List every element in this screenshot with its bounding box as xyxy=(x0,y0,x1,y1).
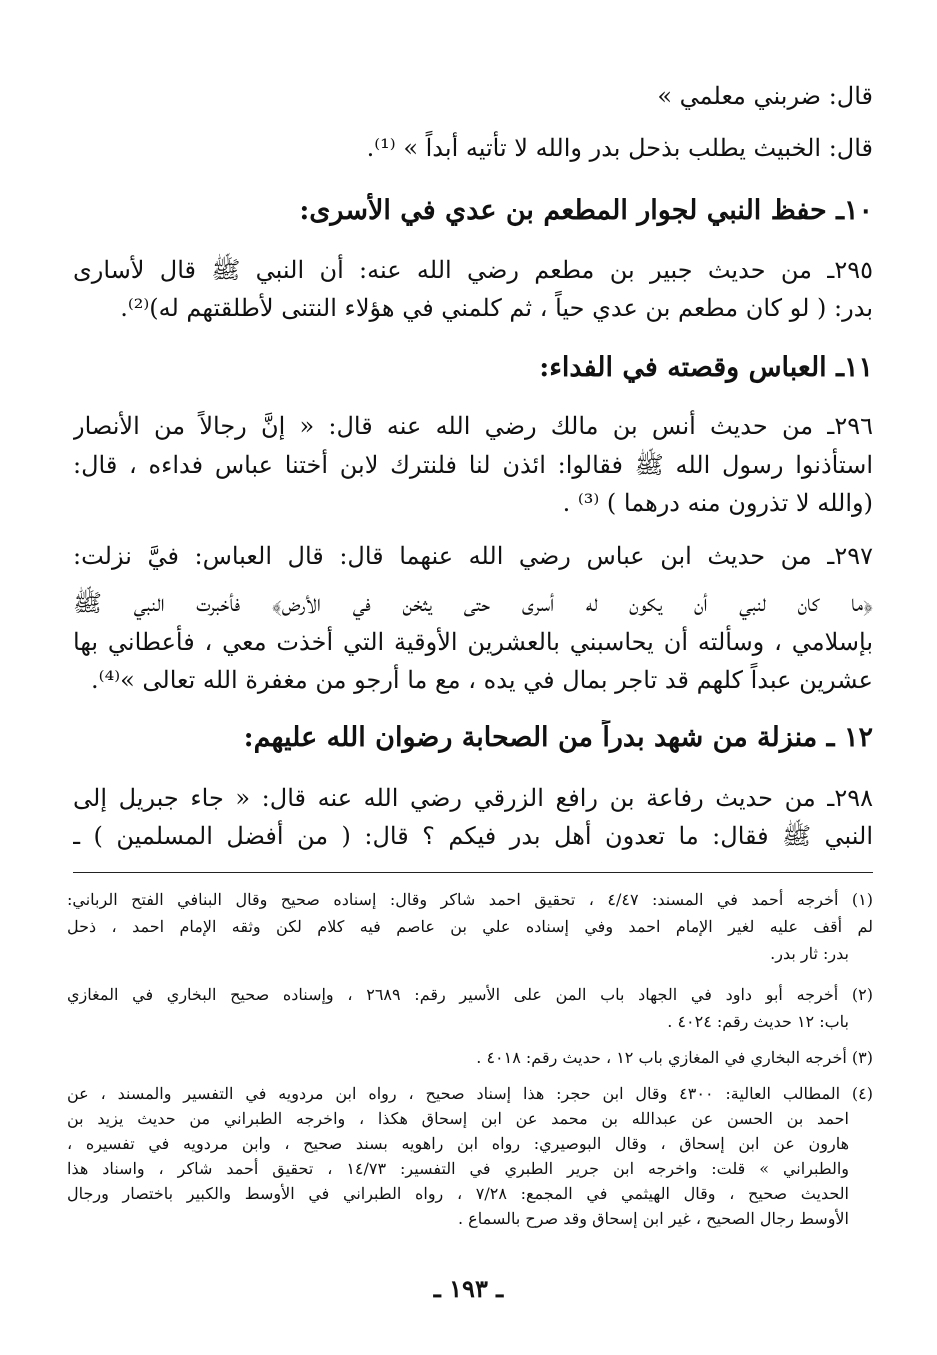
footnote-line: احمد بن الحسن عن عبدالله بن محمد عن ابن إسحاق هكذا ، واخرجه الطبراني من حديث يزيد بن xyxy=(67,1109,849,1128)
text-line: عشرين عبداً كلهم قد تاجر بمال في يده ، مع ما أرجو من مغفرة الله تعالى »⁽⁴⁾. xyxy=(91,666,873,694)
footnote-separator xyxy=(73,872,873,873)
footnote-line: الحديث صحيح ، وقال الهيثمي في المجمع: ٧/٢٨ ، رواه الطبراني في الأوسط والكبير باختصار ورجال xyxy=(67,1184,849,1203)
text-line: النبي ﷺ فقال: ما تعدون أهل بدر فيكم ؟ قال: ( من أفضل المسلمين ) ـ xyxy=(73,822,873,850)
text-line: ٢٩٦ـ من حديث أنس بن مالك رضي الله عنه قال: « إنَّ رجالاً من الأنصار xyxy=(73,412,873,440)
text-line: قال: ضربني معلمي » xyxy=(657,82,873,110)
footnote-line: باب: ١٢ حديث رقم: ٤٠٢٤ . xyxy=(667,1012,849,1031)
text-line: بإسلامي ، وسألته أن يحاسبني بالعشرين الأوقية التي أخذت معي ، فأعطاني بها xyxy=(73,628,873,656)
section-heading: ١٠ـ حفظ النبي لجوار المطعم بن عدي في الأسرى: xyxy=(299,195,873,226)
section-heading: ١١ـ العباس وقصته في الفداء: xyxy=(539,352,873,383)
footnote-line: بدر: ثار بدر. xyxy=(770,944,849,963)
footnote-line: والطبراني » قلت: واخرجه ابن جرير الطبري في التفسير: ١٤/٧٣ ، تحقيق أحمد شاكر ، واسناد هذا xyxy=(67,1159,849,1178)
footnote-line: (٢) أخرجه أبو داود في الجهاد باب المن على الأسير رقم: ٢٦٨٩ ، وإسناده صحيح البخاري في المغازي xyxy=(67,985,873,1004)
page-number: ـ ١٩٣ ـ xyxy=(433,1274,504,1303)
footnote-line: هارون عن ابن إسحاق ، وقال البوصيري: رواه ابن راهويه بسند صحيح ، وابن مردويه في تفسيره ، xyxy=(67,1134,849,1153)
text-line: قال: الخبيث يطلب بذحل بدر والله لا تأتيه أبداً » ⁽¹⁾. xyxy=(366,134,873,162)
text-line: استأذنوا رسول الله ﷺ فقالوا: ائذن لنا فلنترك لابن أختنا عباس فداءه ، قال: xyxy=(73,451,873,479)
footnote-line: (٣) أخرجه البخاري في المغازي باب ١٢ ، حديث رقم: ٤٠١٨ . xyxy=(476,1048,873,1067)
footnote-line: لم أقف عليه لغير الإمام احمد وفي إسناده علي بن عاصم فيه كلام لكن وثقه الإمام احمد ، ذحل xyxy=(67,917,873,936)
section-heading: ١٢ ـ منزلة من شهد بدراً من الصحابة رضوان الله عليهم: xyxy=(243,722,873,753)
footnote-line: (٤) المطالب العالية: ٤٣٠٠ وقال ابن حجر: هذا إسناد صحيح ، رواه ابن مردويه في التفسير والمسند ، عن xyxy=(67,1084,873,1103)
text-line: (والله لا تذرون منه درهما ) ⁽³⁾ . xyxy=(562,489,873,517)
text-line: بدر: ( لو كان مطعم بن عدي حياً ، ثم كلمني في هؤلاء النتنى لأطلقتهم له)⁽²⁾. xyxy=(120,294,873,322)
quran-verse-line: ﴿ما كان لنبي أن يكون له أسرى حتى يثخن في الأرض﴾ فأخبرت النبي ﷺ xyxy=(73,589,873,617)
text-line: ٢٩٧ـ من حديث ابن عباس رضي الله عنهما قال: قال العباس: فيَّ نزلت: xyxy=(73,542,873,570)
footnote-line: الأوسط رجال الصحيح ، غير ابن إسحاق وقد صرح بالسماع . xyxy=(457,1209,849,1228)
text-line: ٢٩٥ـ من حديث جبير بن مطعم رضي الله عنه: أن النبي ﷺ قال لأسارى xyxy=(73,256,873,284)
footnote-line: (١) أخرجه أحمد في المسند: ٤/٤٧ ، تحقيق احمد شاكر وقال: إسناده صحيح وقال البنافي الفتح الرباني: xyxy=(67,890,873,909)
text-line: ٢٩٨ـ من حديث رفاعة بن رافع الزرقي رضي الله عنه قال: « جاء جبريل إلى xyxy=(73,784,873,812)
